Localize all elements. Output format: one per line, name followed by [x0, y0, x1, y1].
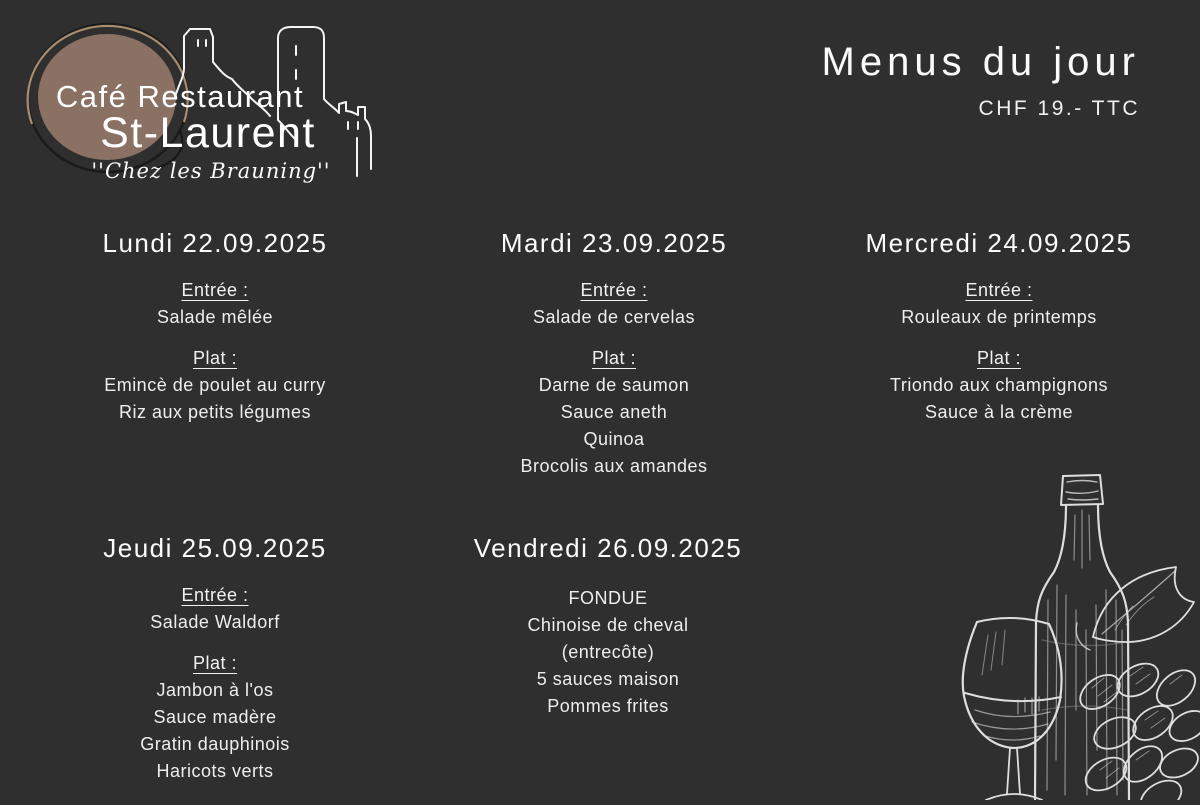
grapes-icon: [1074, 567, 1200, 800]
logo-tagline: ''Chez les Brauning'': [91, 159, 331, 183]
wine-sketch-icon: [930, 460, 1200, 800]
menu-section: [35, 653, 395, 785]
course-label: Entrée :: [181, 585, 249, 605]
logo-line1: Café Restaurant: [55, 79, 305, 114]
menu-section: [35, 348, 395, 426]
menu-item: FONDUE: [568, 588, 648, 608]
header: [822, 40, 1140, 121]
course-label: Plat :: [192, 348, 238, 368]
menu-column-vendredi: [427, 533, 789, 737]
wine-still-life-sketch: [930, 460, 1200, 800]
menu-item: Sauce à la crème: [924, 402, 1074, 422]
menu-item: Jambon à l'os: [156, 680, 274, 700]
day-heading: Jeudi 25.09.2025: [103, 533, 327, 563]
menu-item: 5 sauces maison: [536, 669, 680, 689]
menu-item: (entrecôte): [561, 642, 655, 662]
menu-section: [433, 280, 795, 331]
course-label: Plat :: [192, 653, 238, 673]
menu-item: Emincè de poulet au curry: [104, 375, 326, 395]
menu-item: Rouleaux de printemps: [901, 307, 1097, 327]
menu-item: Salade mêlée: [156, 307, 274, 327]
menu-section: [427, 585, 789, 720]
day-heading: Mardi 23.09.2025: [500, 228, 728, 258]
course-label: Plat :: [976, 348, 1022, 368]
day-heading: Vendredi 26.09.2025: [473, 533, 743, 563]
menu-item: Salade de cervelas: [532, 307, 696, 327]
menu-item: Quinoa: [583, 429, 645, 449]
menu-column-mercredi: [817, 228, 1181, 443]
course-label: Entrée :: [965, 280, 1033, 300]
menu-column-lundi: [35, 228, 395, 443]
logo-line2: St-Laurent: [100, 109, 316, 157]
menu-item: Chinoise de cheval: [527, 615, 689, 635]
menu-section: [433, 348, 795, 480]
course-label: Entrée :: [181, 280, 249, 300]
restaurant-logo: [8, 6, 398, 206]
menu-item: Gratin dauphinois: [140, 734, 290, 754]
menu-column-mardi: [433, 228, 795, 497]
course-label: Plat :: [591, 348, 637, 368]
menu-item: Brocolis aux amandes: [520, 456, 708, 476]
menu-item: Sauce madère: [153, 707, 277, 727]
menu-section: [817, 280, 1181, 331]
wine-bottle-icon: [1035, 475, 1129, 800]
menu-column-jeudi: [35, 533, 395, 802]
menu-item: Salade Waldorf: [150, 612, 280, 632]
menu-item: Riz aux petits légumes: [118, 402, 312, 422]
menu-item: Triondo aux champignons: [890, 375, 1108, 395]
menu-item: Pommes frites: [547, 696, 669, 716]
course-label: Entrée :: [580, 280, 648, 300]
menu-section: [35, 280, 395, 331]
day-heading: Mercredi 24.09.2025: [865, 228, 1133, 258]
menu-item: Sauce aneth: [560, 402, 668, 422]
menu-section: [35, 585, 395, 636]
menu-section: [817, 348, 1181, 426]
glass-highlight-hatching: [982, 630, 1005, 675]
menu-item: Darne de saumon: [538, 375, 690, 395]
logo-graphic: [8, 6, 398, 206]
page-title: Menus du jour: [821, 40, 1140, 84]
day-heading: Lundi 22.09.2025: [102, 228, 328, 258]
price-label: CHF 19.- TTC: [978, 97, 1140, 120]
bottle-hatching: [1042, 510, 1127, 795]
menu-item: Haricots verts: [156, 761, 274, 781]
